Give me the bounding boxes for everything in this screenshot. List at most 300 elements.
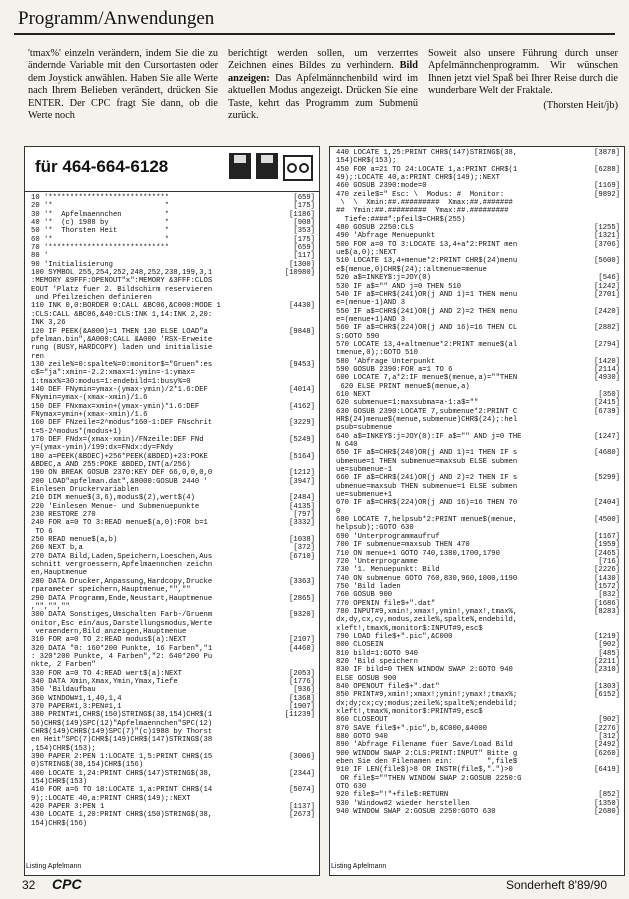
code-line xyxy=(336,349,620,357)
code-text: 820 'Bild speichern xyxy=(336,657,418,666)
code-text: 250 READ menue$(a,b) xyxy=(31,536,118,545)
checksum: [312] xyxy=(598,733,620,742)
checksum xyxy=(584,700,620,708)
code-line xyxy=(31,236,315,244)
checksum xyxy=(584,625,620,633)
checksum xyxy=(279,369,315,377)
floppy-disk-icon xyxy=(256,153,278,179)
code-line xyxy=(31,194,315,202)
code-text: FNymin=ymax-(xmax-xmin)/1.6 xyxy=(31,394,148,403)
checksum: [2344] xyxy=(289,769,315,778)
code-text: e=(menue-1)AND 3 xyxy=(336,299,406,308)
code-text: 20 '* * xyxy=(31,202,170,211)
code-line xyxy=(336,691,620,699)
code-line xyxy=(31,202,315,210)
code-text: 0 xyxy=(336,507,341,516)
code-text: 590 GOSUB 2390:FOR a=1 TO 6 xyxy=(336,365,453,374)
code-line xyxy=(336,216,620,224)
checksum: [2484] xyxy=(289,494,315,503)
code-line xyxy=(31,711,315,719)
checksum xyxy=(279,820,315,828)
checksum: [2680] xyxy=(594,808,620,817)
code-text: 0)STRING$(38,154)CHR$(156) xyxy=(31,761,144,770)
code-line xyxy=(31,745,315,753)
code-text: 600 LOCATE 7,a*2:IF menue$(menue,a)=""THEN xyxy=(336,374,518,383)
code-line xyxy=(31,344,315,352)
code-line xyxy=(31,386,315,394)
code-line xyxy=(336,299,620,307)
checksum: [1300] xyxy=(289,260,315,269)
checksum xyxy=(584,483,620,491)
code-text: xleft!,tmax%,monitor$:INPUT#9,esc$ xyxy=(336,624,483,633)
code-line xyxy=(336,608,620,616)
checksum xyxy=(279,561,315,569)
code-line xyxy=(31,486,315,494)
code-line xyxy=(31,553,315,561)
article-text-3: Soweit also unsere Führung durch unser Apfelmännchenprogramm. Wir wünschen Ihnen jetzt viel Spaß bei Ihrer Reise durch die wunderbare Welt der Fraktale. xyxy=(428,48,618,97)
checksum: [1420] xyxy=(594,357,620,366)
code-line xyxy=(31,436,315,444)
checksum xyxy=(279,311,315,319)
code-line xyxy=(31,620,315,628)
listing-code-left xyxy=(25,192,319,828)
checksum xyxy=(584,783,620,791)
checksum: [5074] xyxy=(289,786,315,795)
code-text: 350 'Bildaufbau xyxy=(31,686,96,695)
code-text: 170 DEF FNdx=(xmax-xmin)/FNzeile:DEF FNd xyxy=(31,435,204,444)
checksum xyxy=(584,508,620,516)
checksum xyxy=(279,603,315,611)
code-line xyxy=(336,266,620,274)
code-line xyxy=(31,227,315,235)
checksum: [1321] xyxy=(594,232,620,241)
code-text: t=5-2^modus*(modus+1) xyxy=(31,427,122,436)
code-line xyxy=(31,636,315,644)
code-text: helpsub);:GOTO 630 xyxy=(336,524,414,533)
checksum: [3006] xyxy=(289,753,315,762)
checksum: [5299] xyxy=(594,474,620,483)
code-line xyxy=(336,416,620,424)
code-line xyxy=(31,294,315,302)
code-text: 1:tmax%=30:modus=1:endebild=1:busy%=0 xyxy=(31,377,191,386)
checksum: [1686] xyxy=(594,599,620,608)
checksum xyxy=(279,720,315,728)
code-line xyxy=(336,633,620,641)
code-text: CHR$(149)CHR$(149)SPC(7)"(c)1988 by Thorst xyxy=(31,728,213,736)
code-line xyxy=(336,650,620,658)
code-text: 850 PRINT#9,xmin!;xmax!;ymin!;ymax!;tmax%; xyxy=(336,691,518,700)
code-text: dx;dy;cx;cy;modus;zeile%;spalte%;endebild; xyxy=(336,699,518,708)
code-line xyxy=(336,274,620,282)
checksum xyxy=(279,795,315,803)
checksum: [1776] xyxy=(289,677,315,686)
code-line xyxy=(336,716,620,724)
checksum: [3706] xyxy=(594,240,620,249)
code-line xyxy=(336,308,620,316)
checksum: [3363] xyxy=(289,577,315,586)
code-line xyxy=(336,157,620,165)
code-line xyxy=(31,778,315,786)
code-text: 450 FOR a=21 TO 24:LOCATE 1,a:PRINT CHR$(1 xyxy=(336,165,518,174)
checksum xyxy=(584,207,620,215)
code-text: 150 DEF FNxmax=xmin+(ymax-ymin)*1.6:DEF xyxy=(31,402,200,411)
checksum: [5600] xyxy=(594,257,620,266)
checksum xyxy=(584,441,620,449)
code-line xyxy=(31,670,315,678)
checksum xyxy=(279,428,315,436)
code-text: 480 GOSUB 2250:CLS xyxy=(336,224,414,233)
code-line xyxy=(31,311,315,319)
code-text: 154)CHR$(156) xyxy=(31,819,88,828)
code-text: 940 WINDOW SWAP 2:GOSUB 2250:GOTO 630 xyxy=(336,808,496,817)
code-line xyxy=(31,728,315,736)
code-text: 790 LOAD file$+".pic",&C000 xyxy=(336,632,453,641)
code-line xyxy=(336,399,620,407)
checksum: [1430] xyxy=(594,574,620,583)
code-text: 320 DATA "0: 160*200 Punkte, 16 Farben","1 xyxy=(31,644,213,653)
code-line xyxy=(336,408,620,416)
code-text: :CLS:CALL &BC06,&40:CLS:INK 1,14:INK 2,20: xyxy=(31,310,213,319)
code-text: 740 ON submenue GOTO 760,830,960,1000,1190 xyxy=(336,574,518,583)
checksum xyxy=(279,736,315,744)
checksum: [372] xyxy=(293,544,315,553)
checksum xyxy=(279,778,315,786)
checksum: [2492] xyxy=(594,741,620,750)
checksum xyxy=(584,249,620,257)
code-text: rung (BUSY,HARDCOPY) laden und initialisie xyxy=(31,344,213,353)
code-text: eben Sie den Filenamen ein: ",file$ xyxy=(336,758,518,767)
code-line xyxy=(336,433,620,441)
code-line xyxy=(31,720,315,728)
code-text: 290 DATA Programm,Ende,Neustart,Hauptmenue xyxy=(31,594,213,603)
code-text: ue=submenue-1 xyxy=(336,466,393,475)
code-line xyxy=(336,374,620,382)
code-text: 620 submenue=1:maxsubma=a-1:a$="" xyxy=(336,399,479,408)
checksum: [1368] xyxy=(289,694,315,703)
checksum: [659] xyxy=(293,244,315,253)
checksum: [6419] xyxy=(594,766,620,775)
article-column-3 xyxy=(428,48,618,112)
code-text: 380 PRINT#1,CHR$(150)STRING$(38,154)CHR$(1 xyxy=(31,711,213,720)
code-line xyxy=(31,595,315,603)
code-line xyxy=(336,741,620,749)
checksum: [2420] xyxy=(594,307,620,316)
checksum: [1038] xyxy=(289,536,315,545)
code-text: 500 FOR a=0 TO 3:LOCATE 13,4+a*2:PRINT men xyxy=(336,240,518,249)
checksum: [2053] xyxy=(289,669,315,678)
code-line xyxy=(31,453,315,461)
checksum xyxy=(279,653,315,661)
checksum: [2465] xyxy=(594,549,620,558)
code-text: 490 'Abfrage Menuepunkt xyxy=(336,232,436,241)
checksum xyxy=(279,661,315,669)
checksum: [6739] xyxy=(594,407,620,416)
checksum: [1212] xyxy=(289,469,315,478)
checksum xyxy=(584,466,620,474)
checksum: [832] xyxy=(598,591,620,600)
checksum: [2882] xyxy=(594,324,620,333)
code-line xyxy=(336,550,620,558)
code-text: e$(menue,0)CHR$(24);:altmenue=menue xyxy=(336,265,487,274)
code-text: 630 GOSUB 2390:LOCATE 7,submenue*2:PRINT C xyxy=(336,407,518,416)
code-line xyxy=(31,511,315,519)
code-text: 260 NEXT b,a xyxy=(31,544,83,553)
checksum: [2701] xyxy=(594,290,620,299)
checksum xyxy=(584,416,620,424)
checksum: [1350] xyxy=(594,799,620,808)
code-text: psub=submenue xyxy=(336,424,393,433)
checksum: [2415] xyxy=(594,399,620,408)
checksum xyxy=(279,277,315,285)
code-line xyxy=(336,524,620,532)
code-text: en,Hauptmenue xyxy=(31,569,88,578)
code-line xyxy=(31,786,315,794)
code-line xyxy=(31,703,315,711)
checksum xyxy=(584,157,620,165)
checksum xyxy=(584,349,620,357)
code-line xyxy=(31,736,315,744)
checksum xyxy=(584,675,620,683)
checksum xyxy=(279,336,315,344)
code-line xyxy=(336,766,620,774)
code-line xyxy=(336,441,620,449)
code-text: HR$(24)menue$(menue,submenue)CHR$(24);:hel xyxy=(336,416,518,424)
code-text: 650 IF a$=CHR$(240)OR(j AND 1)=1 THEN IF s xyxy=(336,449,518,458)
checksum: [4014] xyxy=(289,385,315,394)
code-line xyxy=(336,249,620,257)
code-text: 610 NEXT xyxy=(336,390,371,399)
code-line xyxy=(336,324,620,332)
code-text: 510 LOCATE 13,4+menue*2:PRINT CHR$(24)menu xyxy=(336,257,518,266)
checksum xyxy=(584,775,620,783)
code-line xyxy=(336,391,620,399)
code-line xyxy=(336,316,620,324)
checksum xyxy=(279,294,315,302)
code-text: ubmenue=1 THEN submenue=maxsub ELSE submen xyxy=(336,457,518,466)
code-line xyxy=(31,461,315,469)
code-text: 9);:LOCATE 40,a:PRINT CHR$(149);:NEXT xyxy=(31,794,191,803)
checksum xyxy=(279,286,315,294)
code-text: 360 WINDOW#1,1,40,1,4 xyxy=(31,694,122,703)
code-line xyxy=(336,800,620,808)
code-text: 430 LOCATE 1,20:PRINT CHR$(150)STRING$(38, xyxy=(31,811,213,820)
code-text: 910 IF LEN(file$)>8 OR INSTR(file$,".")>0 xyxy=(336,766,513,775)
checksum xyxy=(279,628,315,636)
code-text: 690 'Unterprogrammaufruf xyxy=(336,532,440,541)
checksum: [2211] xyxy=(594,657,620,666)
code-text: 670 IF a$=CHR$(224)OR(j AND 16)=16 THEN 70 xyxy=(336,499,518,508)
code-line xyxy=(31,277,315,285)
code-line xyxy=(336,591,620,599)
code-text: 700 IF submenue=maxsub THEN 470 xyxy=(336,541,470,550)
code-text: 660 IF a$=CHR$(241)OR(j AND 2)=2 THEN IF s xyxy=(336,474,518,483)
code-line xyxy=(336,808,620,816)
checksum: [1242] xyxy=(594,282,620,291)
code-line xyxy=(336,466,620,474)
code-line xyxy=(336,166,620,174)
listing-caption-right: Listing Apfelmann xyxy=(331,863,387,870)
checksum: [1247] xyxy=(594,432,620,441)
code-line xyxy=(31,661,315,669)
code-line xyxy=(336,708,620,716)
code-text: 530 IF a$="" AND j=0 THEN 510 xyxy=(336,282,462,291)
checksum xyxy=(584,708,620,716)
checksum: [6288] xyxy=(594,165,620,174)
checksum xyxy=(279,444,315,452)
code-line xyxy=(31,611,315,619)
checksum: [2226] xyxy=(594,566,620,575)
code-text: 370 PAPER#1,3:PEN#1,1 xyxy=(31,702,122,711)
code-line xyxy=(31,753,315,761)
code-text: 400 LOCATE 1,24:PRINT CHR$(147)STRING$(38, xyxy=(31,769,213,778)
code-line xyxy=(31,319,315,327)
checksum: [8283] xyxy=(594,607,620,616)
checksum xyxy=(584,266,620,274)
code-text: 220 'Einlesen Menue- und Submenuepunkte xyxy=(31,502,200,511)
checksum: [936] xyxy=(293,686,315,695)
checksum: [1169] xyxy=(594,182,620,191)
code-text: Tiefe:####":pfeil$=CHR$(255) xyxy=(336,215,466,224)
checksum xyxy=(279,344,315,352)
code-text: 640 a$=INKEY$:j=JOY(0):IF a$="" AND j=0 THE xyxy=(336,432,522,441)
checksum xyxy=(279,353,315,361)
code-text: c$="ja":xmin=-2.2:xmax=1:ymin=-1:ymax= xyxy=(31,369,195,378)
code-line xyxy=(336,791,620,799)
code-line xyxy=(31,302,315,310)
checksum: [1303] xyxy=(594,683,620,691)
checksum: [3947] xyxy=(289,477,315,486)
code-line xyxy=(31,369,315,377)
code-line xyxy=(31,795,315,803)
article-column-1 xyxy=(28,48,218,122)
code-line xyxy=(31,770,315,778)
code-line xyxy=(336,499,620,507)
code-text: 10 '**************************** xyxy=(31,194,170,202)
checksum: [353] xyxy=(293,227,315,236)
issue-label: Sonderheft 8'89/90 xyxy=(505,878,607,892)
code-line xyxy=(336,541,620,549)
code-text: 90 'Initialisierung xyxy=(31,260,113,269)
code-line xyxy=(31,603,315,611)
article-column-2 xyxy=(228,48,418,122)
code-line xyxy=(336,658,620,666)
listing-box-left xyxy=(24,146,320,876)
code-line xyxy=(336,174,620,182)
checksum: [797] xyxy=(293,511,315,520)
code-text: 120 IF PEEK(&A000)=1 THEN 130 ELSE LOAD"a xyxy=(31,327,208,336)
article-text-2b: Das Apfelmännchenbild wird im aktuellen Modus angezeigt. Drücken Sie eine Taste, kehrt das Programm zum Submenü zurück. xyxy=(228,72,418,122)
author-signature: (Thorsten Heit/jb) xyxy=(543,99,618,111)
listing-box-right xyxy=(329,146,625,876)
code-line xyxy=(336,625,620,633)
code-text: 470 zeile$=" Esc: \ Modus: # Monitor: xyxy=(336,190,505,199)
checksum: [1907] xyxy=(289,702,315,711)
code-text: 50 '* Thorsten Heit * xyxy=(31,227,170,236)
code-line xyxy=(336,775,620,783)
code-line xyxy=(31,536,315,544)
code-text: 30 '* Apfelmaennchen * xyxy=(31,210,170,219)
code-line xyxy=(31,394,315,402)
checksum: [5164] xyxy=(289,452,315,461)
code-text: 270 DATA Bild,Laden,Speichern,Loeschen,Aus xyxy=(31,552,213,561)
code-line xyxy=(31,328,315,336)
code-line xyxy=(336,358,620,366)
code-text: 760 GOSUB 900 xyxy=(336,591,393,600)
checksum: [1186] xyxy=(289,210,315,219)
checksum xyxy=(584,333,620,341)
code-text: 540 IF a$=CHR$(241)OR(j AND 1)=1 THEN menu xyxy=(336,290,518,299)
checksum: [2794] xyxy=(594,340,620,349)
code-line xyxy=(336,783,620,791)
code-text: EOUT 'Platz fuer 2. Bildschirm reservieren xyxy=(31,285,213,294)
code-line xyxy=(31,244,315,252)
code-line xyxy=(31,419,315,427)
checksum: [2865] xyxy=(289,594,315,603)
checksum xyxy=(279,728,315,736)
checksum: [11239] xyxy=(284,711,315,720)
code-line xyxy=(31,503,315,511)
code-line xyxy=(31,219,315,227)
code-text: 730 '1. Menuepunkt: Bild xyxy=(336,566,440,575)
code-line xyxy=(31,695,315,703)
code-text: 154)CHR$(153) xyxy=(31,778,88,787)
checksum: [1255] xyxy=(594,224,620,233)
code-text: 900 WINDOW SWAP 2:CLS:PRINT:INPUT" Bitte g xyxy=(336,749,518,758)
code-text: 230 RESTORE 270 xyxy=(31,511,96,520)
code-line xyxy=(336,516,620,524)
checksum: [6260] xyxy=(594,749,620,758)
checksum xyxy=(584,299,620,307)
section-header: Programm/Anwendungen xyxy=(18,8,215,29)
code-line xyxy=(31,444,315,452)
code-text: ubmenue=maxsub THEN submenue=1 ELSE submen xyxy=(336,482,518,491)
floppy-disk-icon xyxy=(229,153,251,179)
code-text: 49);:LOCATE 40,a:PRINT CHR$(149);:NEXT xyxy=(336,174,500,183)
checksum: [1219] xyxy=(594,632,620,641)
code-line xyxy=(31,578,315,586)
code-text: 580 'Abfrage Unterpunkt xyxy=(336,357,436,366)
code-text: 310 FOR a=0 TO 2:READ modus$(a):NEXT xyxy=(31,636,187,645)
checksum xyxy=(584,199,620,207)
checksum xyxy=(584,383,620,391)
code-line xyxy=(336,474,620,482)
checksum xyxy=(584,491,620,499)
article-text-2 xyxy=(228,48,418,122)
article-text-1: 'tmax%' einzeln verändern, indem Sie die zu ändernde Variable mit den Cursortasten oder dem Joystick anwählen. Haben Sie alle Werte nach Ihrem Belieben verändert, drücken Sie ENTER. Der CPC fragt Sie dann, ob die Werte noch xyxy=(28,48,218,122)
code-text: ## Ymin:##.######### Ymax:##.######### xyxy=(336,207,509,216)
code-line xyxy=(336,283,620,291)
checksum: [4460] xyxy=(289,644,315,653)
checksum: [6710] xyxy=(289,552,315,561)
code-text: 40 '* (c) 1988 by * xyxy=(31,219,170,228)
checksum xyxy=(279,394,315,402)
checksum: [10980] xyxy=(284,269,315,278)
code-text: Einlesen Druckervariablen xyxy=(31,486,139,495)
system-compatibility-label: für 464-664-6128 xyxy=(35,157,169,176)
code-text: 154)CHR$(153); xyxy=(336,157,397,166)
listing-banner xyxy=(25,147,319,192)
code-line xyxy=(31,686,315,694)
checksum: [9320] xyxy=(289,611,315,620)
media-icons xyxy=(229,153,313,181)
code-line xyxy=(336,675,620,683)
checksum: [4162] xyxy=(289,402,315,411)
checksum: [2404] xyxy=(594,499,620,508)
code-line xyxy=(31,469,315,477)
listing-caption-left: Listing Apfelmann xyxy=(26,863,82,870)
code-text: 520 a$=INKEY$:j=JOY(0) xyxy=(336,274,431,283)
code-line xyxy=(336,666,620,674)
